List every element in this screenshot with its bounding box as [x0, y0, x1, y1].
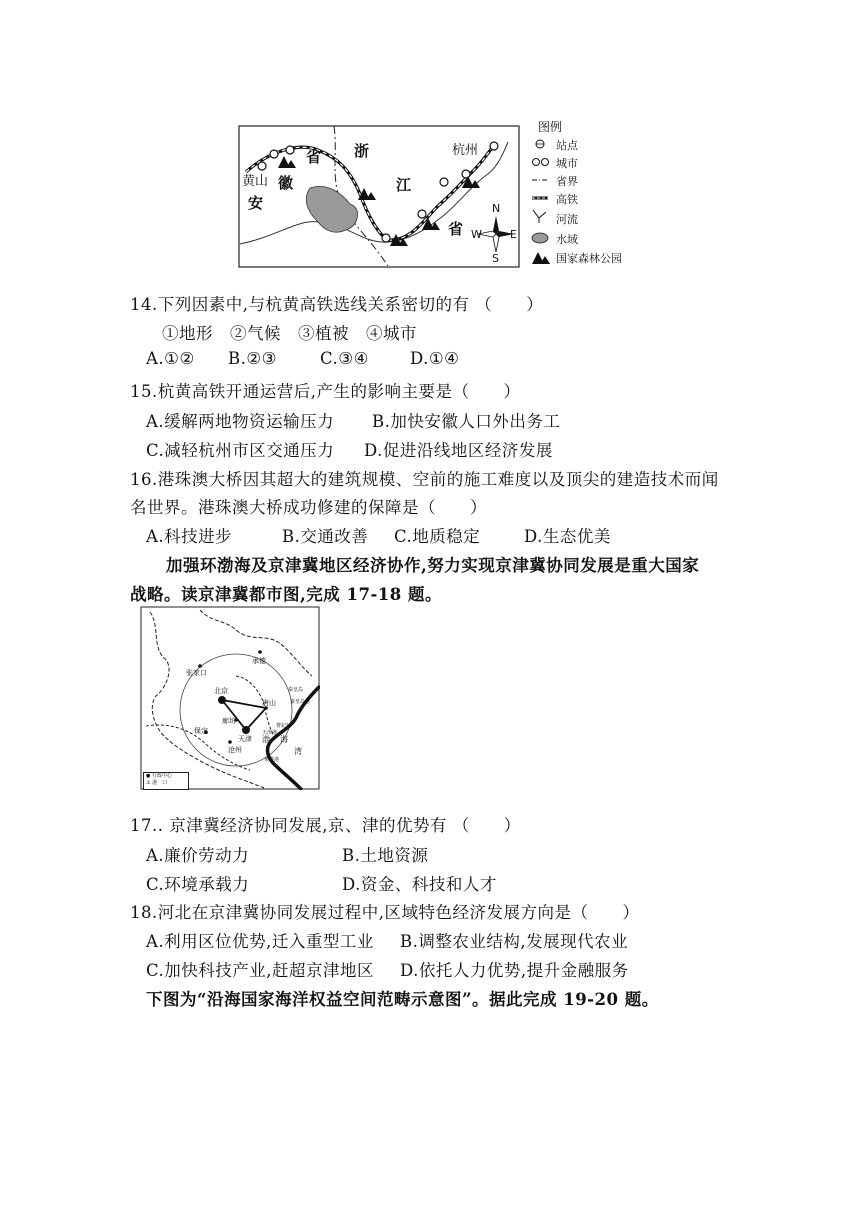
legend-label-station: 站点	[556, 139, 578, 152]
legend-label-river: 河流	[556, 213, 578, 226]
label-bo: 渤	[262, 735, 270, 744]
city-icon	[242, 726, 250, 734]
label-beijing: 北京	[214, 687, 228, 695]
question-17-option-a: A.廉价劳动力	[146, 846, 250, 865]
question-14-option-c: C.③④	[320, 349, 369, 368]
question-16-stem-line-1: 16.港珠澳大桥因其超大的建筑规模、空前的施工难度以及顶尖的建造技术而闻	[130, 470, 719, 489]
label-chengde: 承德	[252, 657, 266, 665]
label-qinhuangdao: 秦皇岛	[288, 687, 304, 693]
question-16-option-c: C.地质稳定	[394, 527, 481, 546]
question-15-option-d: D.促进沿线地区经济发展	[364, 441, 553, 460]
compass-s: S	[492, 252, 499, 265]
station-icon	[286, 146, 294, 154]
label-jiang: 江	[396, 176, 412, 194]
legend-label-city: 城市	[556, 157, 578, 170]
label-tianjin-port: 天津港	[262, 730, 278, 736]
question-14-items: ①地形 ②气候 ③植被 ④城市	[162, 324, 417, 343]
map2-legend-box	[143, 772, 189, 790]
intro-17-18-line-1: 加强环渤海及京津冀地区经济协作,努力实现京津冀协同发展是重大国家	[166, 556, 700, 575]
question-17-option-b: B.土地资源	[342, 846, 429, 865]
question-15-option-c: C.减轻杭州市区交通压力	[146, 441, 335, 460]
question-18-stem: 18.河北在京津冀协同发展过程中,区域特色经济发展方向是（ ）	[130, 903, 640, 922]
map2-legend-admin: ● 行政中心	[146, 773, 172, 779]
label-qinhuangdao-port: 秦皇岛港	[290, 699, 311, 705]
station-icon	[490, 142, 498, 150]
question-18-option-c: C.加快科技产业,赶超京津地区	[146, 961, 375, 980]
label-tianjin: 天津	[238, 735, 252, 743]
legend-label-rail: 高铁	[556, 193, 578, 206]
legend-title: 图例	[538, 120, 563, 134]
question-14-option-d: D.①④	[410, 349, 460, 368]
question-15-stem: 15.杭黄高铁开通运营后,产生的影响主要是（ ）	[130, 382, 521, 401]
label-an: 安	[248, 194, 264, 212]
station-icon	[382, 234, 390, 242]
map2-legend-port: ⚓ 港 口	[146, 780, 168, 786]
question-15-option-b: B.加快安徽人口外出务工	[372, 412, 561, 431]
label-sheng: 省	[306, 148, 322, 166]
legend-label-forest: 国家森林公园	[556, 252, 622, 265]
label-wan: 湾	[294, 747, 302, 756]
station-icon	[462, 170, 470, 178]
question-16-option-a: A.科技进步	[146, 527, 233, 546]
label-huanghua-port: 黄骅港	[264, 757, 280, 763]
question-16-option-d: D.生态优美	[524, 527, 611, 546]
question-14-option-a: A.①②	[146, 349, 195, 368]
label-caofeidian: 曹妃甸	[276, 723, 292, 729]
compass-n: N	[492, 202, 501, 215]
question-16-option-b: B.交通改善	[282, 527, 369, 546]
intro-19-20: 下图为“沿海国家海洋权益空间范畴示意图”。据此完成 19-20 题。	[146, 990, 659, 1009]
label-huangshan: 黄山	[242, 174, 269, 189]
question-18-option-a: A.利用区位优势,迁入重型工业	[146, 932, 374, 951]
station-icon	[258, 162, 266, 170]
label-zhangjiakou: 张家口	[186, 669, 207, 677]
question-14-option-b: B.②③	[228, 349, 277, 368]
station-icon	[270, 150, 278, 158]
question-18-option-b: B.调整农业结构,发展现代农业	[400, 932, 629, 951]
compass-w: W	[471, 228, 482, 241]
legend-label-water: 水域	[556, 233, 578, 246]
label-langfang: 廊坊	[222, 717, 236, 725]
question-17-stem: 17.. 京津冀经济协同发展,京、津的优势有 （ ）	[130, 816, 521, 835]
label-hui: 徽	[278, 174, 294, 192]
question-16-stem-line-2: 名世界。港珠澳大桥成功修建的保障是（ ）	[130, 498, 487, 517]
station-icon	[440, 178, 448, 186]
label-hai: 海	[280, 735, 288, 744]
question-17-option-c: C.环境承载力	[146, 875, 250, 894]
question-14-stem: 14.下列因素中,与杭黄高铁选线关系密切的有 （ ）	[130, 295, 544, 314]
station-icon	[418, 210, 426, 218]
question-18-option-d: D.依托人力优势,提升金融服务	[400, 961, 629, 980]
label-tangshan: 唐山	[262, 699, 276, 707]
question-15-option-a: A.缓解两地物资运输压力	[146, 412, 335, 431]
intro-17-18-line-2: 战略。读京津冀都市图,完成 17-18 题。	[130, 585, 443, 604]
label-sheng-2: 省	[448, 220, 464, 238]
hangzhou-huangshan-map	[238, 120, 628, 270]
capital-icon	[218, 696, 226, 704]
question-17-option-d: D.资金、科技和人才	[342, 875, 497, 894]
label-zhe: 浙	[354, 142, 370, 160]
label-baoding: 保定	[194, 727, 208, 735]
compass-e: E	[510, 228, 517, 241]
legend-label-boundary: 省界	[556, 175, 578, 188]
label-hangzhou: 杭州	[452, 143, 479, 158]
jingjinji-map	[140, 606, 320, 790]
label-cangzhou: 沧州	[228, 746, 242, 754]
